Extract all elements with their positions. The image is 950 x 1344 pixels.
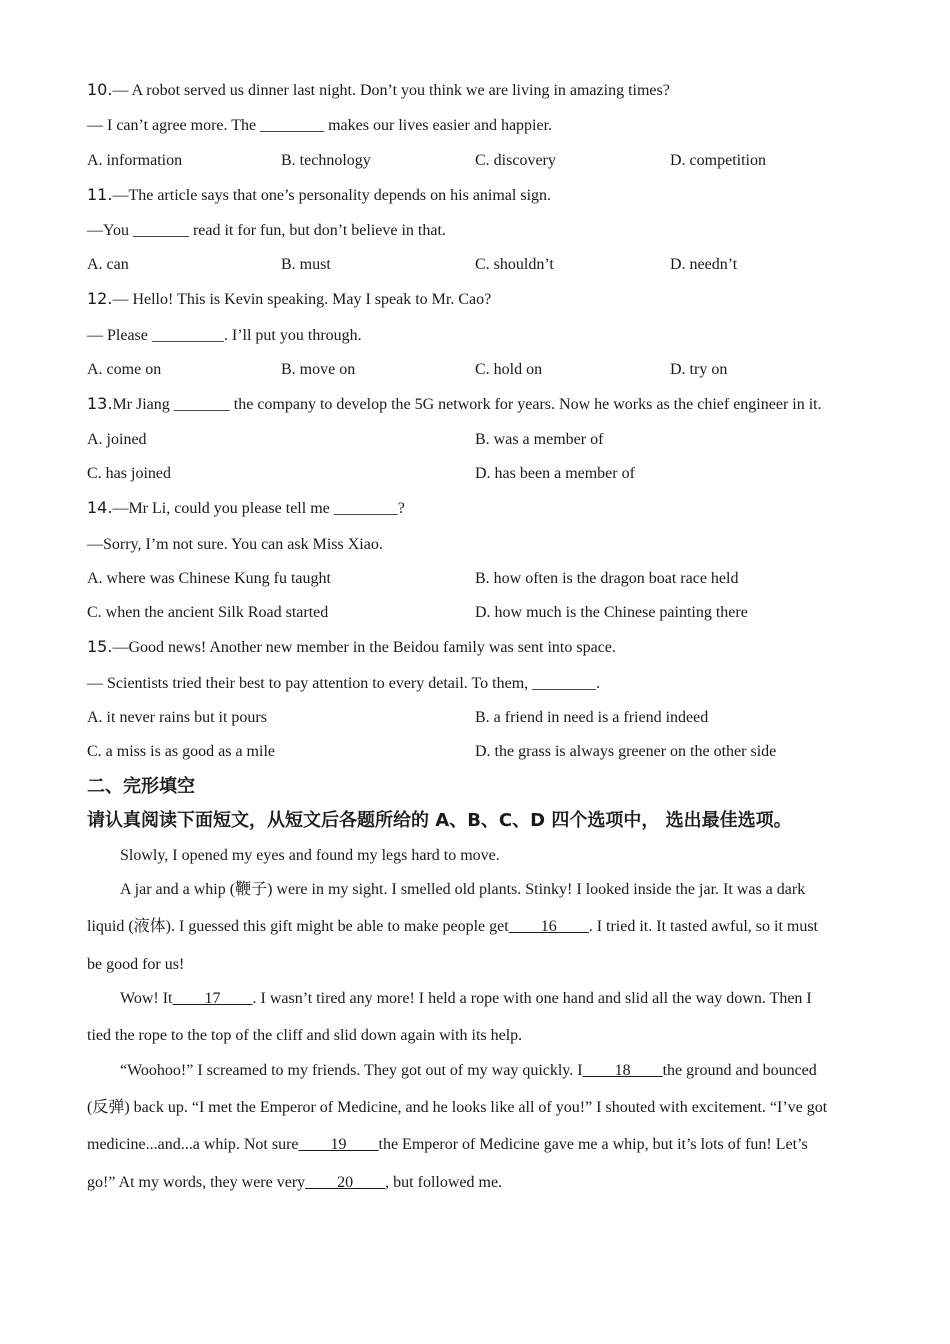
q13-option-b[interactable]: B. was a member of — [475, 431, 604, 448]
question-number: 14. — [87, 498, 113, 517]
q14-option-c[interactable]: C. when the ancient Silk Road started — [87, 604, 329, 621]
passage-line: liquid (液体). I guessed this gift might be able to make people get____16____. I tried it. It tasted awful, so it must — [87, 918, 818, 935]
blank-18[interactable]: ____18____ — [582, 1062, 663, 1079]
question-number: 15. — [87, 637, 113, 656]
passage-line: Wow! It____17____. I wasn’t tired any more! I held a rope with one hand and slid all the way down. Then I — [120, 990, 812, 1007]
blank-16[interactable]: ____16____ — [508, 918, 589, 935]
q13-option-d[interactable]: D. has been a member of — [475, 465, 635, 482]
question-12-line-1: 12.— Hello! This is Kevin speaking. May I speak to Mr. Cao? — [87, 289, 492, 308]
q11-option-c[interactable]: C. shouldn’t — [475, 256, 554, 273]
q11-option-a[interactable]: A. can — [87, 256, 129, 273]
q12-option-c[interactable]: C. hold on — [475, 361, 543, 378]
question-15-line-1: 15.—Good news! Another new member in the Beidou family was sent into space. — [87, 637, 616, 656]
q12-option-b[interactable]: B. move on — [281, 361, 356, 378]
passage-line: tied the rope to the top of the cliff and slid down again with its help. — [87, 1027, 523, 1044]
question-13-line-1: 13.Mr Jiang _______ the company to develop the 5G network for years. Now he works as the chief engineer in it. — [87, 394, 822, 413]
q13-option-a[interactable]: A. joined — [87, 431, 147, 448]
passage-line: (反弹) back up. “I met the Emperor of Medicine, and he looks like all of you!” I shouted with excitement. “I’ve got — [87, 1099, 828, 1116]
q14-option-a[interactable]: A. where was Chinese Kung fu taught — [87, 570, 331, 587]
q13-option-c[interactable]: C. has joined — [87, 465, 171, 482]
question-15-line-2: — Scientists tried their best to pay attention to every detail. To them, ________. — [87, 675, 601, 692]
blank-20[interactable]: ____20____ — [305, 1174, 386, 1191]
q10-option-b[interactable]: B. technology — [281, 152, 371, 169]
passage-line: Slowly, I opened my eyes and found my legs hard to move. — [120, 847, 500, 864]
blank-17[interactable]: ____17____ — [172, 990, 253, 1007]
q15-option-b[interactable]: B. a friend in need is a friend indeed — [475, 709, 709, 726]
passage-line: “Woohoo!” I screamed to my friends. They got out of my way quickly. I____18____the ground and bounced — [120, 1062, 817, 1079]
q14-option-b[interactable]: B. how often is the dragon boat race held — [475, 570, 739, 587]
question-12-line-2: — Please _________. I’ll put you through. — [87, 327, 362, 344]
section-instruction: 请认真阅读下面短文，从短文后各题所给的 A、B、C、D 四个选项中， 选出最佳选项。 — [87, 810, 792, 831]
passage-line: A jar and a whip (鞭子) were in my sight. I smelled old plants. Stinky! I looked inside the jar. It was a dark — [120, 881, 806, 898]
q15-option-d[interactable]: D. the grass is always greener on the other side — [475, 743, 777, 760]
passage-line: be good for us! — [87, 956, 185, 973]
q11-option-b[interactable]: B. must — [281, 256, 331, 273]
question-11-line-2: —You _______ read it for fun, but don’t believe in that. — [87, 222, 446, 239]
q12-option-d[interactable]: D. try on — [670, 361, 728, 378]
q11-option-d[interactable]: D. needn’t — [670, 256, 738, 273]
section-title: 二、完形填空 — [87, 776, 195, 797]
question-number: 13. — [87, 394, 113, 413]
q12-option-a[interactable]: A. come on — [87, 361, 162, 378]
q10-option-d[interactable]: D. competition — [670, 152, 766, 169]
passage-line: medicine...and...a whip. Not sure____19____the Emperor of Medicine gave me a whip, but it’s lots of fun! Let’s — [87, 1136, 808, 1153]
q15-option-c[interactable]: C. a miss is as good as a mile — [87, 743, 275, 760]
q15-option-a[interactable]: A. it never rains but it pours — [87, 709, 267, 726]
question-10-line-1: 10.— A robot served us dinner last night. Don’t you think we are living in amazing times? — [87, 80, 670, 99]
question-number: 10. — [87, 80, 113, 99]
question-number: 11. — [87, 185, 113, 204]
passage-line: go!” At my words, they were very____20____, but followed me. — [87, 1174, 503, 1191]
q14-option-d[interactable]: D. how much is the Chinese painting there — [475, 604, 748, 621]
question-14-line-1: 14.—Mr Li, could you please tell me ________? — [87, 498, 405, 517]
blank-19[interactable]: ____19____ — [298, 1136, 379, 1153]
q10-option-c[interactable]: C. discovery — [475, 152, 556, 169]
question-number: 12. — [87, 289, 113, 308]
q10-option-a[interactable]: A. information — [87, 152, 183, 169]
question-11-line-1: 11.—The article says that one’s personality depends on his animal sign. — [87, 185, 552, 204]
question-10-line-2: — I can’t agree more. The ________ makes our lives easier and happier. — [87, 117, 553, 134]
question-14-line-2: —Sorry, I’m not sure. You can ask Miss Xiao. — [87, 536, 383, 553]
